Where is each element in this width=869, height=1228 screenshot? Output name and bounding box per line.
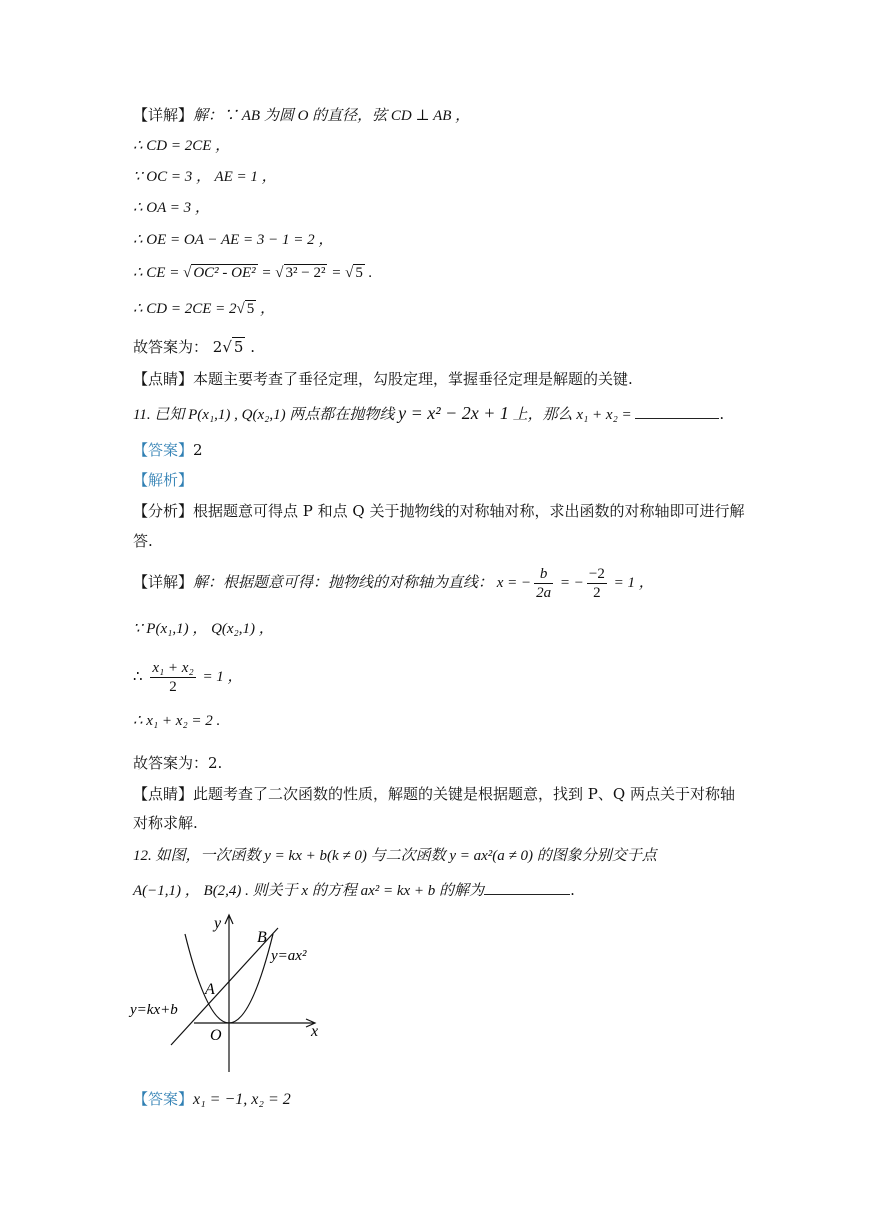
q11-fenxi-line2: 答. xyxy=(133,532,153,550)
q10-detail-line3: ∵ OC = 3 ， AE = 1 ， xyxy=(133,169,277,185)
q11-detail-tag: 【详解】 xyxy=(133,573,194,591)
figure-label-x: x xyxy=(311,1023,319,1040)
q10-line7-rad: 5 xyxy=(246,301,255,317)
q11-stem-post: 上，那么 x₁ + x₂ = xyxy=(508,407,636,423)
q11-fenxi-text1: 根据题意可得点 P 和点 Q 关于抛物线的对称轴对称，求出函数的对称轴即可进行解 xyxy=(193,502,745,520)
q10-line6-end: . xyxy=(364,265,373,281)
q11-frac2 xyxy=(587,565,607,602)
figure-label-y: y xyxy=(214,915,222,932)
q11-analysis-tag: 【解析】 xyxy=(133,471,194,489)
q11-fenxi-tag: 【分析】 xyxy=(133,502,194,520)
q11-comment-line2: 对称求解. xyxy=(133,814,198,832)
q11-answer-tag: 【答案】 xyxy=(133,441,194,459)
q10-comment-tag: 【点睛】 xyxy=(133,370,194,388)
q11-final-answer: 故答案为：2. xyxy=(133,754,223,772)
q11-fenxi-line1 xyxy=(133,500,744,522)
q11-stem-end: . xyxy=(719,405,725,423)
figure-label-b: B xyxy=(257,929,267,946)
figure-label-o: O xyxy=(210,1027,222,1044)
q11-sum-line xyxy=(133,657,243,696)
q10-detail-line1 xyxy=(133,104,470,127)
q11-answer-blank[interactable] xyxy=(635,404,719,419)
q11-answer-value: 2 xyxy=(193,441,203,459)
q10-line6-pre: ∴ CE = xyxy=(133,265,184,281)
q11-result-line: ∴ x₁ + x₂ = 2 . xyxy=(133,713,221,729)
q11-comment-text1: 此题考查了二次函数的性质，解题的关键是根据题意，找到 P、Q 两点关于对称轴 xyxy=(193,785,735,803)
q10-line6-mid: = xyxy=(257,265,276,281)
q11-stem-eq: y = x² − 2x + 1 xyxy=(398,403,509,423)
q11-detail-line xyxy=(133,563,654,602)
q10-detail-line7: ∴ CD = 2CE = 2√ 5 ， xyxy=(133,301,276,317)
q11-frac1-num: b xyxy=(534,565,553,584)
q11-comment-line1 xyxy=(133,783,735,805)
q10-detail-line5: ∴ OE = OA − AE = 3 − 1 = 2 ， xyxy=(133,232,334,248)
q10-detail-line6: ∴ CE = √ OC² - OE² = √ 3² − 2² = √ 5 . xyxy=(133,265,373,281)
q11-frac2-num: −2 xyxy=(588,565,605,582)
figure-label-a: A xyxy=(205,981,215,998)
q12-figure xyxy=(128,912,328,1077)
q11-sum-pre: ∴ xyxy=(133,667,148,685)
q11-sum-frac xyxy=(150,659,195,696)
q10-answer-line: 故答案为： 2√ 5 . xyxy=(133,338,255,356)
q10-detail-line4: ∴ OA = 3 ， xyxy=(133,200,210,216)
q10-line6-mid2: = xyxy=(327,265,346,281)
q11-detail-mid: = − xyxy=(556,575,584,591)
q10-detail-tag: 【详解】 xyxy=(133,106,194,124)
q10-detail-text1: 解：∵ AB 为圆 O 的直径，弦 CD ⊥ AB ， xyxy=(193,108,471,124)
q10-detail-line2: ∴ CD = 2CE ， xyxy=(133,138,231,154)
q11-detail-end: = 1 ， xyxy=(609,575,654,591)
figure-label-parabola: y=ax² xyxy=(271,948,307,964)
q10-line6-rad2: 3² − 2² xyxy=(285,265,326,281)
q11-detail-pre: 解：根据题意可得：抛物线的对称轴为直线： x = − xyxy=(193,575,532,591)
q12-answer-line xyxy=(133,1088,291,1111)
q10-comment-line xyxy=(133,368,633,390)
q11-sum-num: x₁ + x₂ xyxy=(152,659,194,676)
q10-line7-end: ， xyxy=(256,301,276,317)
q10-line7-pre: ∴ CD = 2CE = 2 xyxy=(133,301,237,317)
q11-comment-tag: 【点睛】 xyxy=(133,785,194,803)
q11-sum-end: = 1 ， xyxy=(198,669,243,685)
q11-sum-den: 2 xyxy=(169,678,177,695)
q10-line6-rad3: 5 xyxy=(355,265,363,281)
q12-stem-line2-end: . xyxy=(570,881,575,899)
q12-stem-line2-pre: A(−1,1) ， B(2,4) . 则关于 x 的方程 ax² = kx + b 的解为 xyxy=(133,883,485,899)
q10-comment-text: 本题主要考查了垂径定理，勾股定理，掌握垂径定理是解题的关键. xyxy=(193,370,633,388)
q10-line6-rad1: OC² - OE² xyxy=(193,265,256,281)
q11-frac1 xyxy=(534,565,553,602)
q12-stem-line2 xyxy=(133,879,575,902)
q10-answer-end: . xyxy=(245,338,255,356)
q11-stem xyxy=(133,402,724,426)
q10-answer-rad: 5 xyxy=(233,338,244,356)
q11-frac2-den: 2 xyxy=(593,584,601,601)
q11-pq-line: ∵ P(x₁,1) ， Q(x₂,1) ， xyxy=(133,621,274,637)
q12-answer-value: x₁ = −1, x₂ = 2 xyxy=(193,1091,291,1108)
q11-answer-line xyxy=(133,439,203,461)
q10-answer-pre: 故答案为： 2 xyxy=(133,338,223,356)
q11-frac1-den: 2a xyxy=(536,584,552,601)
q12-answer-tag: 【答案】 xyxy=(133,1090,194,1108)
q12-stem-line1: 12. 如图，一次函数 y = kx + b(k ≠ 0) 与二次函数 y = ax²(a ≠ 0) 的图象分别交于点 xyxy=(133,848,657,864)
figure-label-line: y=kx+b xyxy=(130,1002,178,1018)
q11-stem-pre: 11. 已知 P(x₁,1) , Q(x₂,1) 两点都在抛物线 xyxy=(133,407,399,423)
q12-answer-blank[interactable] xyxy=(484,880,570,895)
